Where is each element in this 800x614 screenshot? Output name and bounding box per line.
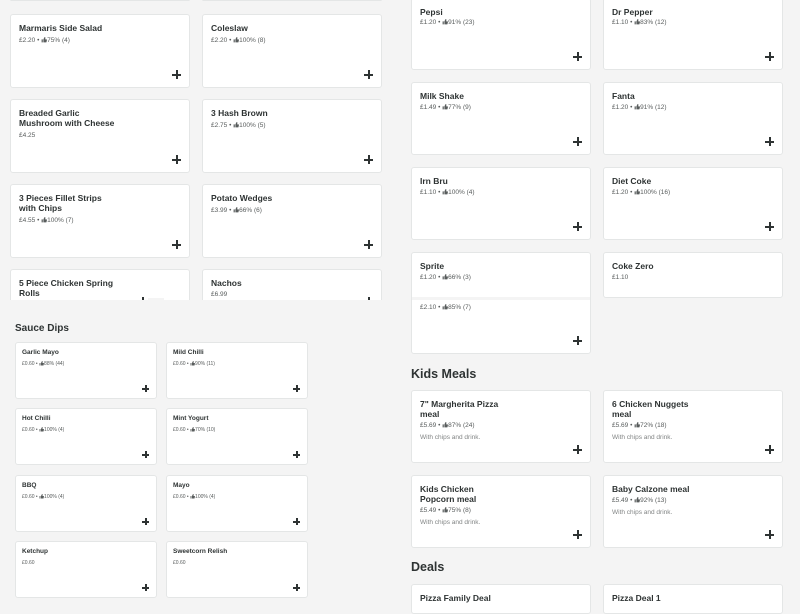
- item-price: £1.10: [612, 19, 629, 26]
- menu-item-card[interactable]: [166, 475, 308, 532]
- menu-item-card[interactable]: [202, 14, 382, 88]
- menu-item-card[interactable]: [166, 541, 308, 598]
- menu-item-card[interactable]: [202, 0, 382, 1]
- item-name: 7" Margherita Pizza meal: [420, 399, 499, 419]
- item-rating: 100% (5): [239, 122, 266, 129]
- item-price: £2.20: [19, 37, 36, 44]
- item-rating: 83% (12): [640, 19, 667, 26]
- item-name: Dr Pepper: [612, 7, 653, 17]
- item-name: 6 Chicken Nuggets meal: [612, 399, 689, 419]
- section-heading-sauce-dips: Sauce Dips: [15, 323, 69, 334]
- item-name: Kids Chicken Popcorn meal: [420, 484, 477, 504]
- item-price: £4.25: [19, 132, 36, 139]
- item-rating: 100% (4): [195, 494, 216, 500]
- item-price: £1.10: [612, 274, 629, 281]
- plus-icon[interactable]: [364, 240, 373, 249]
- item-description: With chips and drink.: [612, 434, 673, 441]
- item-rating: 100% (4): [44, 427, 65, 433]
- plus-icon[interactable]: [573, 336, 582, 345]
- item-meta: £1.10 • 83% (12): [612, 19, 667, 26]
- item-price: £1.10: [420, 189, 437, 196]
- item-meta: £2.10 • 85% (7): [420, 304, 471, 311]
- item-meta: £5.49 • 75% (8): [420, 507, 471, 514]
- plus-icon[interactable]: [573, 52, 582, 61]
- menu-item-card[interactable]: [411, 475, 591, 548]
- item-price: £5.69: [420, 422, 437, 429]
- item-name: Mint Yogurt: [173, 415, 209, 422]
- item-price: £4.55: [19, 217, 36, 224]
- item-name: Mild Chilli: [173, 349, 204, 356]
- item-name: Irn Bru: [420, 176, 448, 186]
- plus-icon[interactable]: [293, 385, 300, 392]
- menu-item-card[interactable]: [10, 99, 190, 173]
- item-price: £0.60: [22, 361, 35, 367]
- plus-icon[interactable]: [293, 451, 300, 458]
- item-meta: £2.20 • 100% (8): [211, 37, 266, 44]
- item-price: £0.60: [173, 494, 186, 500]
- item-meta: £0.60 • 100% (4): [22, 494, 65, 500]
- menu-item-card[interactable]: [603, 475, 783, 548]
- item-rating: 88% (44): [44, 361, 65, 367]
- item-price: £2.20: [211, 37, 228, 44]
- item-meta: £0.60 • 88% (44): [22, 361, 65, 367]
- menu-item-card[interactable]: [603, 82, 783, 155]
- item-name: Ketchup: [22, 548, 48, 555]
- item-rating: 75% (4): [47, 37, 70, 44]
- item-price: £1.20: [612, 189, 629, 196]
- card-divider: [412, 297, 590, 300]
- item-name: Pepsi: [420, 7, 443, 17]
- menu-item-card[interactable]: [166, 342, 308, 399]
- item-price: £2.75: [211, 122, 228, 129]
- menu-item-card[interactable]: [10, 0, 190, 1]
- item-meta: £5.69 • 72% (18): [612, 422, 667, 429]
- item-price: £5.49: [612, 497, 629, 504]
- item-meta: £0.60 • 100% (4): [173, 494, 216, 500]
- item-name: Diet Coke: [612, 176, 652, 186]
- item-name: Sprite: [420, 261, 445, 271]
- item-name: Coleslaw: [211, 23, 248, 33]
- plus-icon[interactable]: [765, 222, 774, 231]
- item-rating: 100% (8): [239, 37, 266, 44]
- item-name: Marmaris Side Salad: [19, 23, 103, 33]
- plus-icon[interactable]: [573, 222, 582, 231]
- item-price: £0.60: [22, 560, 35, 566]
- item-rating: 75% (8): [448, 507, 471, 514]
- item-rating: 70% (10): [195, 427, 216, 433]
- item-rating: 77% (9): [448, 104, 471, 111]
- menu-item-card[interactable]: [411, 0, 591, 70]
- item-rating: 85% (7): [448, 304, 471, 311]
- plus-icon[interactable]: [573, 137, 582, 146]
- item-rating: 91% (23): [448, 19, 475, 26]
- menu-item-card[interactable]: [202, 99, 382, 173]
- menu-item-card[interactable]: [15, 475, 157, 532]
- item-price: £0.60: [173, 361, 186, 367]
- item-meta: £2.75 • 100% (5): [211, 122, 266, 129]
- item-price: £0.60: [173, 560, 186, 566]
- plus-icon[interactable]: [573, 530, 582, 539]
- item-meta: £1.20 • 91% (23): [420, 19, 475, 26]
- item-description: With chips and drink.: [612, 509, 673, 516]
- plus-icon[interactable]: [293, 584, 300, 591]
- item-meta: £0.60 • 70% (10): [173, 427, 216, 433]
- plus-icon[interactable]: [172, 155, 181, 164]
- item-name: 3 Pieces Fillet Strips with Chips: [19, 193, 102, 213]
- menu-item-card[interactable]: [15, 408, 157, 465]
- item-price: £2.10: [420, 304, 437, 311]
- item-name: Pizza Deal 1: [612, 593, 661, 603]
- item-name: 3 Hash Brown: [211, 108, 268, 118]
- item-name: 5 Piece Chicken Spring Rolls: [19, 278, 114, 298]
- item-rating: 100% (16): [640, 189, 671, 196]
- item-name: Pizza Family Deal: [420, 593, 491, 603]
- menu-item-card[interactable]: [411, 252, 591, 354]
- menu-item-card[interactable]: [202, 184, 382, 258]
- item-name: Mayo: [173, 482, 190, 489]
- item-name: Potato Wedges: [211, 193, 273, 203]
- plus-icon[interactable]: [364, 70, 373, 79]
- menu-item-card[interactable]: [411, 390, 591, 463]
- item-price: £0.60: [173, 427, 186, 433]
- item-price: £6.99: [211, 291, 228, 298]
- item-price: £1.20: [612, 104, 629, 111]
- item-rating: 100% (7): [47, 217, 74, 224]
- item-meta: £1.49 • 77% (9): [420, 104, 471, 111]
- section-heading-kids-meals: Kids Meals: [411, 367, 477, 381]
- item-name: Fanta: [612, 91, 635, 101]
- item-price: £3.99: [211, 207, 228, 214]
- item-meta: £2.20 • 75% (4): [19, 37, 70, 44]
- menu-item-card[interactable]: [15, 541, 157, 598]
- item-meta: £0.60 • 90% (11): [173, 361, 215, 367]
- plus-icon[interactable]: [172, 70, 181, 79]
- item-rating: 87% (24): [448, 422, 475, 429]
- item-meta: £1.20 • 100% (16): [612, 189, 671, 196]
- item-name: Milk Shake: [420, 91, 464, 101]
- scroll-mask: [0, 300, 400, 314]
- item-meta: £1.20 • 91% (12): [612, 104, 667, 111]
- item-meta: £4.55 • 100% (7): [19, 217, 74, 224]
- item-meta: £3.99 • 66% (6): [211, 207, 262, 214]
- item-name: BBQ: [22, 482, 37, 489]
- menu-item-card[interactable]: [603, 167, 783, 240]
- plus-icon[interactable]: [172, 240, 181, 249]
- item-meta: £1.10 • 100% (4): [420, 189, 475, 196]
- item-meta: £1.20 • 66% (3): [420, 274, 471, 281]
- item-price: £1.20: [420, 274, 437, 281]
- item-name: Garlic Mayo: [22, 349, 59, 356]
- plus-icon[interactable]: [765, 530, 774, 539]
- plus-icon[interactable]: [142, 518, 149, 525]
- menu-item-card[interactable]: [603, 0, 783, 70]
- item-name: Baby Calzone meal: [612, 484, 690, 494]
- item-rating: 72% (18): [640, 422, 667, 429]
- card-gap: [148, 298, 164, 313]
- menu-item-card[interactable]: [603, 252, 783, 298]
- plus-icon[interactable]: [293, 518, 300, 525]
- item-rating: 100% (4): [44, 494, 65, 500]
- menu-item-card[interactable]: [10, 14, 190, 88]
- item-name: Breaded Garlic Mushroom with Cheese: [19, 108, 115, 128]
- plus-icon[interactable]: [364, 155, 373, 164]
- menu-item-card[interactable]: [10, 184, 190, 258]
- menu-item-card[interactable]: [603, 390, 783, 463]
- item-name: Sweetcorn Relish: [173, 548, 228, 555]
- item-rating: 90% (11): [195, 361, 215, 367]
- item-rating: 91% (12): [640, 104, 667, 111]
- plus-icon[interactable]: [765, 52, 774, 61]
- item-meta: £5.69 • 87% (24): [420, 422, 475, 429]
- item-price: £0.60: [22, 494, 35, 500]
- item-rating: 66% (3): [448, 274, 471, 281]
- item-description: With chips and drink.: [420, 519, 481, 526]
- plus-icon[interactable]: [765, 445, 774, 454]
- plus-icon[interactable]: [573, 445, 582, 454]
- item-price: £1.49: [420, 104, 437, 111]
- menu-item-card[interactable]: [166, 408, 308, 465]
- menu-item-card[interactable]: [411, 82, 591, 155]
- item-name: Hot Chilli: [22, 415, 51, 422]
- item-meta: £0.60 • 100% (4): [22, 427, 65, 433]
- item-rating: 66% (6): [239, 207, 262, 214]
- menu-item-card[interactable]: [603, 584, 783, 614]
- item-rating: 100% (4): [448, 189, 475, 196]
- item-name: Nachos: [211, 278, 242, 288]
- item-price: £5.69: [612, 422, 629, 429]
- plus-icon[interactable]: [142, 385, 149, 392]
- item-price: £0.60: [22, 427, 35, 433]
- item-price: £5.49: [420, 507, 437, 514]
- item-rating: 92% (13): [640, 497, 667, 504]
- item-meta: £5.49 • 92% (13): [612, 497, 667, 504]
- item-name: Coke Zero: [612, 261, 654, 271]
- plus-icon[interactable]: [142, 584, 149, 591]
- item-description: With chips and drink.: [420, 434, 481, 441]
- menu-item-card[interactable]: [411, 167, 591, 240]
- plus-icon[interactable]: [765, 137, 774, 146]
- menu-item-card[interactable]: [411, 584, 591, 614]
- menu-item-card[interactable]: [15, 342, 157, 399]
- item-price: £1.20: [420, 19, 437, 26]
- plus-icon[interactable]: [142, 451, 149, 458]
- section-heading-deals: Deals: [411, 560, 445, 574]
